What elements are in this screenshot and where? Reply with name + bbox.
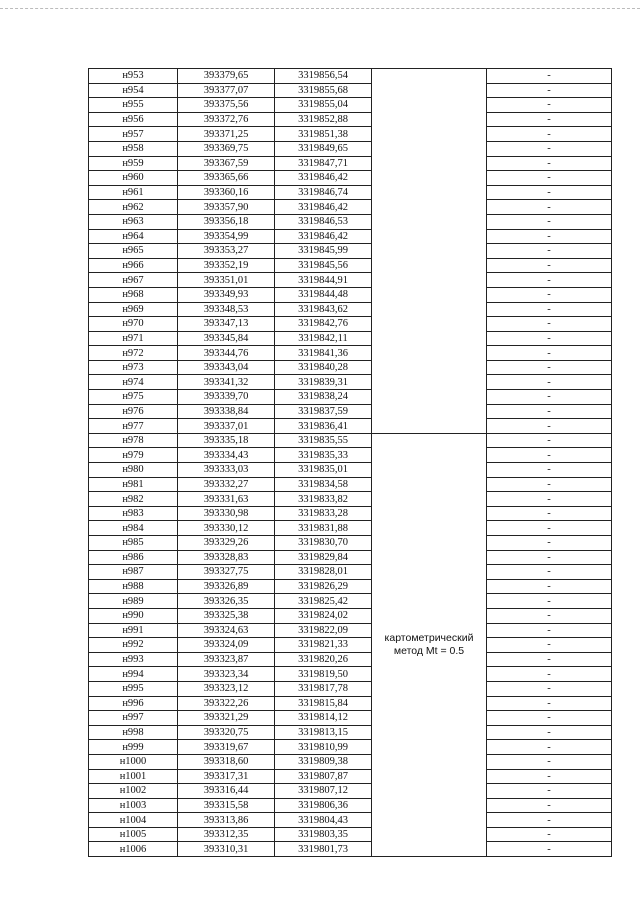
point-id-cell: н976 — [89, 404, 178, 419]
x-coordinate-cell: 393353,27 — [178, 244, 275, 259]
accuracy-cell: - — [487, 725, 612, 740]
point-id-cell: н1004 — [89, 813, 178, 828]
x-coordinate-cell: 393327,75 — [178, 565, 275, 580]
accuracy-cell: - — [487, 244, 612, 259]
table-row — [89, 521, 612, 536]
point-id-cell: н955 — [89, 98, 178, 113]
table-row — [89, 740, 612, 755]
accuracy-cell: - — [487, 521, 612, 536]
accuracy-cell: - — [487, 492, 612, 507]
y-coordinate-cell: 3319822,09 — [275, 623, 372, 638]
x-coordinate-cell: 393317,31 — [178, 769, 275, 784]
accuracy-cell: - — [487, 623, 612, 638]
table-row — [89, 156, 612, 171]
table-row — [89, 463, 612, 478]
table-row — [89, 769, 612, 784]
x-coordinate-cell: 393356,18 — [178, 214, 275, 229]
x-coordinate-cell: 393313,86 — [178, 813, 275, 828]
accuracy-cell: - — [487, 448, 612, 463]
point-id-cell: н992 — [89, 638, 178, 653]
y-coordinate-cell: 3319833,28 — [275, 506, 372, 521]
point-id-cell: н970 — [89, 317, 178, 332]
y-coordinate-cell: 3319829,84 — [275, 550, 372, 565]
x-coordinate-cell: 393341,32 — [178, 375, 275, 390]
y-coordinate-cell: 3319814,12 — [275, 711, 372, 726]
point-id-cell: н964 — [89, 229, 178, 244]
point-id-cell: н1000 — [89, 754, 178, 769]
x-coordinate-cell: 393330,98 — [178, 506, 275, 521]
table-row — [89, 83, 612, 98]
table-row — [89, 681, 612, 696]
accuracy-cell: - — [487, 813, 612, 828]
accuracy-cell: - — [487, 711, 612, 726]
accuracy-cell: - — [487, 594, 612, 609]
y-coordinate-cell: 3319813,15 — [275, 725, 372, 740]
point-id-cell: н987 — [89, 565, 178, 580]
table-row — [89, 127, 612, 142]
method-text: метод Mt = 0.5 — [393, 644, 465, 657]
y-coordinate-cell: 3319855,68 — [275, 83, 372, 98]
point-id-cell: н963 — [89, 214, 178, 229]
point-id-cell: н968 — [89, 287, 178, 302]
x-coordinate-cell: 393344,76 — [178, 346, 275, 361]
x-coordinate-cell: 393367,59 — [178, 156, 275, 171]
point-id-cell: н985 — [89, 536, 178, 551]
x-coordinate-cell: 393316,44 — [178, 784, 275, 799]
table-row — [89, 550, 612, 565]
y-coordinate-cell: 3319835,33 — [275, 448, 372, 463]
x-coordinate-cell: 393369,75 — [178, 141, 275, 156]
x-coordinate-cell: 393330,12 — [178, 521, 275, 536]
x-coordinate-cell: 393365,66 — [178, 171, 275, 186]
table-row — [89, 214, 612, 229]
accuracy-cell: - — [487, 784, 612, 799]
y-coordinate-cell: 3319817,78 — [275, 681, 372, 696]
point-id-cell: н986 — [89, 550, 178, 565]
table-row — [89, 171, 612, 186]
x-coordinate-cell: 393334,43 — [178, 448, 275, 463]
y-coordinate-cell: 3319846,74 — [275, 185, 372, 200]
x-coordinate-cell: 393348,53 — [178, 302, 275, 317]
point-id-cell: н962 — [89, 200, 178, 215]
point-id-cell: н996 — [89, 696, 178, 711]
table-row — [89, 638, 612, 653]
table-row — [89, 798, 612, 813]
y-coordinate-cell: 3319844,91 — [275, 273, 372, 288]
x-coordinate-cell: 393324,63 — [178, 623, 275, 638]
y-coordinate-cell: 3319828,01 — [275, 565, 372, 580]
point-id-cell: н967 — [89, 273, 178, 288]
y-coordinate-cell: 3319809,38 — [275, 754, 372, 769]
accuracy-cell: - — [487, 390, 612, 405]
point-id-cell: н1003 — [89, 798, 178, 813]
x-coordinate-cell: 393379,65 — [178, 69, 275, 84]
y-coordinate-cell: 3319830,70 — [275, 536, 372, 551]
y-coordinate-cell: 3319815,84 — [275, 696, 372, 711]
point-id-cell: н990 — [89, 608, 178, 623]
x-coordinate-cell: 393357,90 — [178, 200, 275, 215]
table-row — [89, 200, 612, 215]
accuracy-cell: - — [487, 696, 612, 711]
table-row — [89, 594, 612, 609]
y-coordinate-cell: 3319845,56 — [275, 258, 372, 273]
point-id-cell: н1002 — [89, 784, 178, 799]
table-row — [89, 725, 612, 740]
y-coordinate-cell: 3319833,82 — [275, 492, 372, 507]
y-coordinate-cell: 3319806,36 — [275, 798, 372, 813]
point-id-cell: н994 — [89, 667, 178, 682]
y-coordinate-cell: 3319836,41 — [275, 419, 372, 434]
y-coordinate-cell: 3319810,99 — [275, 740, 372, 755]
table-row — [89, 711, 612, 726]
accuracy-cell: - — [487, 171, 612, 186]
accuracy-cell: - — [487, 141, 612, 156]
point-id-cell: н974 — [89, 375, 178, 390]
table-row — [89, 506, 612, 521]
table-row — [89, 842, 612, 857]
accuracy-cell: - — [487, 229, 612, 244]
accuracy-cell: - — [487, 579, 612, 594]
accuracy-cell: - — [487, 608, 612, 623]
y-coordinate-cell: 3319846,53 — [275, 214, 372, 229]
x-coordinate-cell: 393322,26 — [178, 696, 275, 711]
accuracy-cell: - — [487, 798, 612, 813]
point-id-cell: н954 — [89, 83, 178, 98]
table-row — [89, 141, 612, 156]
x-coordinate-cell: 393343,04 — [178, 360, 275, 375]
table-row — [89, 390, 612, 405]
y-coordinate-cell: 3319846,42 — [275, 200, 372, 215]
table-row — [89, 754, 612, 769]
y-coordinate-cell: 3319824,02 — [275, 608, 372, 623]
method-text: картометрический — [384, 631, 474, 644]
point-id-cell: н977 — [89, 419, 178, 434]
point-id-cell: н960 — [89, 171, 178, 186]
y-coordinate-cell: 3319841,36 — [275, 346, 372, 361]
y-coordinate-cell: 3319837,59 — [275, 404, 372, 419]
accuracy-cell: - — [487, 375, 612, 390]
accuracy-cell: - — [487, 842, 612, 857]
x-coordinate-cell: 393326,89 — [178, 579, 275, 594]
x-coordinate-cell: 393321,29 — [178, 711, 275, 726]
point-id-cell: н988 — [89, 579, 178, 594]
table-row — [89, 317, 612, 332]
x-coordinate-cell: 393328,83 — [178, 550, 275, 565]
point-id-cell: н973 — [89, 360, 178, 375]
table-row — [89, 112, 612, 127]
table-row — [89, 667, 612, 682]
table-row — [89, 579, 612, 594]
accuracy-cell: - — [487, 185, 612, 200]
point-id-cell: н958 — [89, 141, 178, 156]
table-row — [89, 331, 612, 346]
accuracy-cell: - — [487, 346, 612, 361]
accuracy-cell: - — [487, 652, 612, 667]
accuracy-cell: - — [487, 317, 612, 332]
method-cell — [372, 69, 487, 434]
x-coordinate-cell: 393331,63 — [178, 492, 275, 507]
x-coordinate-cell: 393323,12 — [178, 681, 275, 696]
x-coordinate-cell: 393377,07 — [178, 83, 275, 98]
point-id-cell: н999 — [89, 740, 178, 755]
accuracy-cell: - — [487, 214, 612, 229]
table-row — [89, 375, 612, 390]
accuracy-cell: - — [487, 681, 612, 696]
table-row — [89, 813, 612, 828]
x-coordinate-cell: 393332,27 — [178, 477, 275, 492]
y-coordinate-cell: 3319851,38 — [275, 127, 372, 142]
point-id-cell: н980 — [89, 463, 178, 478]
y-coordinate-cell: 3319821,33 — [275, 638, 372, 653]
x-coordinate-cell: 393318,60 — [178, 754, 275, 769]
point-id-cell: н1006 — [89, 842, 178, 857]
x-coordinate-cell: 393315,58 — [178, 798, 275, 813]
accuracy-cell: - — [487, 127, 612, 142]
accuracy-cell: - — [487, 287, 612, 302]
y-coordinate-cell: 3319856,54 — [275, 69, 372, 84]
x-coordinate-cell: 393323,34 — [178, 667, 275, 682]
accuracy-cell: - — [487, 200, 612, 215]
accuracy-cell: - — [487, 769, 612, 784]
table-row — [89, 273, 612, 288]
method-cell — [372, 433, 487, 856]
x-coordinate-cell: 393329,26 — [178, 536, 275, 551]
point-id-cell: н1001 — [89, 769, 178, 784]
y-coordinate-cell: 3319852,88 — [275, 112, 372, 127]
table-row — [89, 229, 612, 244]
y-coordinate-cell: 3319838,24 — [275, 390, 372, 405]
y-coordinate-cell: 3319819,50 — [275, 667, 372, 682]
y-coordinate-cell: 3319834,58 — [275, 477, 372, 492]
y-coordinate-cell: 3319843,62 — [275, 302, 372, 317]
accuracy-cell: - — [487, 331, 612, 346]
table-row — [89, 448, 612, 463]
x-coordinate-cell: 393338,84 — [178, 404, 275, 419]
y-coordinate-cell: 3319804,43 — [275, 813, 372, 828]
point-id-cell: н971 — [89, 331, 178, 346]
y-coordinate-cell: 3319846,42 — [275, 171, 372, 186]
y-coordinate-cell: 3319845,99 — [275, 244, 372, 259]
x-coordinate-cell: 393337,01 — [178, 419, 275, 434]
table-row — [89, 608, 612, 623]
x-coordinate-cell: 393371,25 — [178, 127, 275, 142]
x-coordinate-cell: 393320,75 — [178, 725, 275, 740]
accuracy-cell: - — [487, 302, 612, 317]
table-row — [89, 287, 612, 302]
x-coordinate-cell: 393351,01 — [178, 273, 275, 288]
x-coordinate-cell: 393333,03 — [178, 463, 275, 478]
accuracy-cell: - — [487, 667, 612, 682]
table-row — [89, 404, 612, 419]
y-coordinate-cell: 3319844,48 — [275, 287, 372, 302]
table-row — [89, 98, 612, 113]
table-row — [89, 536, 612, 551]
accuracy-cell: - — [487, 404, 612, 419]
y-coordinate-cell: 3319846,42 — [275, 229, 372, 244]
x-coordinate-cell: 393310,31 — [178, 842, 275, 857]
x-coordinate-cell: 393360,16 — [178, 185, 275, 200]
x-coordinate-cell: 393323,87 — [178, 652, 275, 667]
point-id-cell: н984 — [89, 521, 178, 536]
x-coordinate-cell: 393326,35 — [178, 594, 275, 609]
point-id-cell: н953 — [89, 69, 178, 84]
point-id-cell: н965 — [89, 244, 178, 259]
y-coordinate-cell: 3319842,76 — [275, 317, 372, 332]
accuracy-cell: - — [487, 477, 612, 492]
y-coordinate-cell: 3319801,73 — [275, 842, 372, 857]
point-id-cell: н997 — [89, 711, 178, 726]
table-row — [89, 419, 612, 434]
x-coordinate-cell: 393354,99 — [178, 229, 275, 244]
y-coordinate-cell: 3319842,11 — [275, 331, 372, 346]
point-id-cell: н993 — [89, 652, 178, 667]
y-coordinate-cell: 3319803,35 — [275, 827, 372, 842]
x-coordinate-cell: 393347,13 — [178, 317, 275, 332]
page-top-edge — [0, 8, 640, 10]
y-coordinate-cell: 3319826,29 — [275, 579, 372, 594]
accuracy-cell: - — [487, 112, 612, 127]
accuracy-cell: - — [487, 754, 612, 769]
y-coordinate-cell: 3319807,87 — [275, 769, 372, 784]
y-coordinate-cell: 3319840,28 — [275, 360, 372, 375]
table-row — [89, 346, 612, 361]
accuracy-cell: - — [487, 419, 612, 434]
point-id-cell: н969 — [89, 302, 178, 317]
coordinates-table-body — [89, 69, 612, 857]
x-coordinate-cell: 393324,09 — [178, 638, 275, 653]
x-coordinate-cell: 393375,56 — [178, 98, 275, 113]
coordinates-table — [88, 68, 612, 857]
accuracy-cell: - — [487, 83, 612, 98]
point-id-cell: н991 — [89, 623, 178, 638]
accuracy-cell: - — [487, 156, 612, 171]
point-id-cell: н966 — [89, 258, 178, 273]
y-coordinate-cell: 3319831,88 — [275, 521, 372, 536]
table-row — [89, 827, 612, 842]
y-coordinate-cell: 3319849,65 — [275, 141, 372, 156]
accuracy-cell: - — [487, 550, 612, 565]
accuracy-cell: - — [487, 433, 612, 448]
table-row — [89, 696, 612, 711]
accuracy-cell: - — [487, 273, 612, 288]
accuracy-cell: - — [487, 98, 612, 113]
accuracy-cell: - — [487, 506, 612, 521]
y-coordinate-cell: 3319835,01 — [275, 463, 372, 478]
accuracy-cell: - — [487, 69, 612, 84]
point-id-cell: н957 — [89, 127, 178, 142]
point-id-cell: н975 — [89, 390, 178, 405]
table-row — [89, 185, 612, 200]
point-id-cell: н1005 — [89, 827, 178, 842]
table-row — [89, 784, 612, 799]
point-id-cell: н989 — [89, 594, 178, 609]
point-id-cell: н981 — [89, 477, 178, 492]
x-coordinate-cell: 393372,76 — [178, 112, 275, 127]
y-coordinate-cell: 3319855,04 — [275, 98, 372, 113]
x-coordinate-cell: 393325,38 — [178, 608, 275, 623]
accuracy-cell: - — [487, 827, 612, 842]
x-coordinate-cell: 393349,93 — [178, 287, 275, 302]
accuracy-cell: - — [487, 360, 612, 375]
accuracy-cell: - — [487, 740, 612, 755]
accuracy-cell: - — [487, 463, 612, 478]
point-id-cell: н961 — [89, 185, 178, 200]
table-row — [89, 360, 612, 375]
table-row — [89, 258, 612, 273]
point-id-cell: н978 — [89, 433, 178, 448]
table-row — [89, 652, 612, 667]
table-row — [89, 623, 612, 638]
point-id-cell: н998 — [89, 725, 178, 740]
point-id-cell: н982 — [89, 492, 178, 507]
x-coordinate-cell: 393312,35 — [178, 827, 275, 842]
y-coordinate-cell: 3319820,26 — [275, 652, 372, 667]
point-id-cell: н983 — [89, 506, 178, 521]
x-coordinate-cell: 393335,18 — [178, 433, 275, 448]
table-row — [89, 433, 612, 448]
accuracy-cell: - — [487, 258, 612, 273]
x-coordinate-cell: 393352,19 — [178, 258, 275, 273]
table-row — [89, 565, 612, 580]
y-coordinate-cell: 3319807,12 — [275, 784, 372, 799]
table-row — [89, 244, 612, 259]
table-row — [89, 69, 612, 84]
accuracy-cell: - — [487, 638, 612, 653]
point-id-cell: н959 — [89, 156, 178, 171]
table-row — [89, 492, 612, 507]
y-coordinate-cell: 3319839,31 — [275, 375, 372, 390]
y-coordinate-cell: 3319825,42 — [275, 594, 372, 609]
accuracy-cell: - — [487, 565, 612, 580]
x-coordinate-cell: 393319,67 — [178, 740, 275, 755]
accuracy-cell: - — [487, 536, 612, 551]
point-id-cell: н956 — [89, 112, 178, 127]
point-id-cell: н979 — [89, 448, 178, 463]
point-id-cell: н995 — [89, 681, 178, 696]
x-coordinate-cell: 393339,70 — [178, 390, 275, 405]
y-coordinate-cell: 3319835,55 — [275, 433, 372, 448]
y-coordinate-cell: 3319847,71 — [275, 156, 372, 171]
table-row — [89, 477, 612, 492]
point-id-cell: н972 — [89, 346, 178, 361]
x-coordinate-cell: 393345,84 — [178, 331, 275, 346]
table-row — [89, 302, 612, 317]
